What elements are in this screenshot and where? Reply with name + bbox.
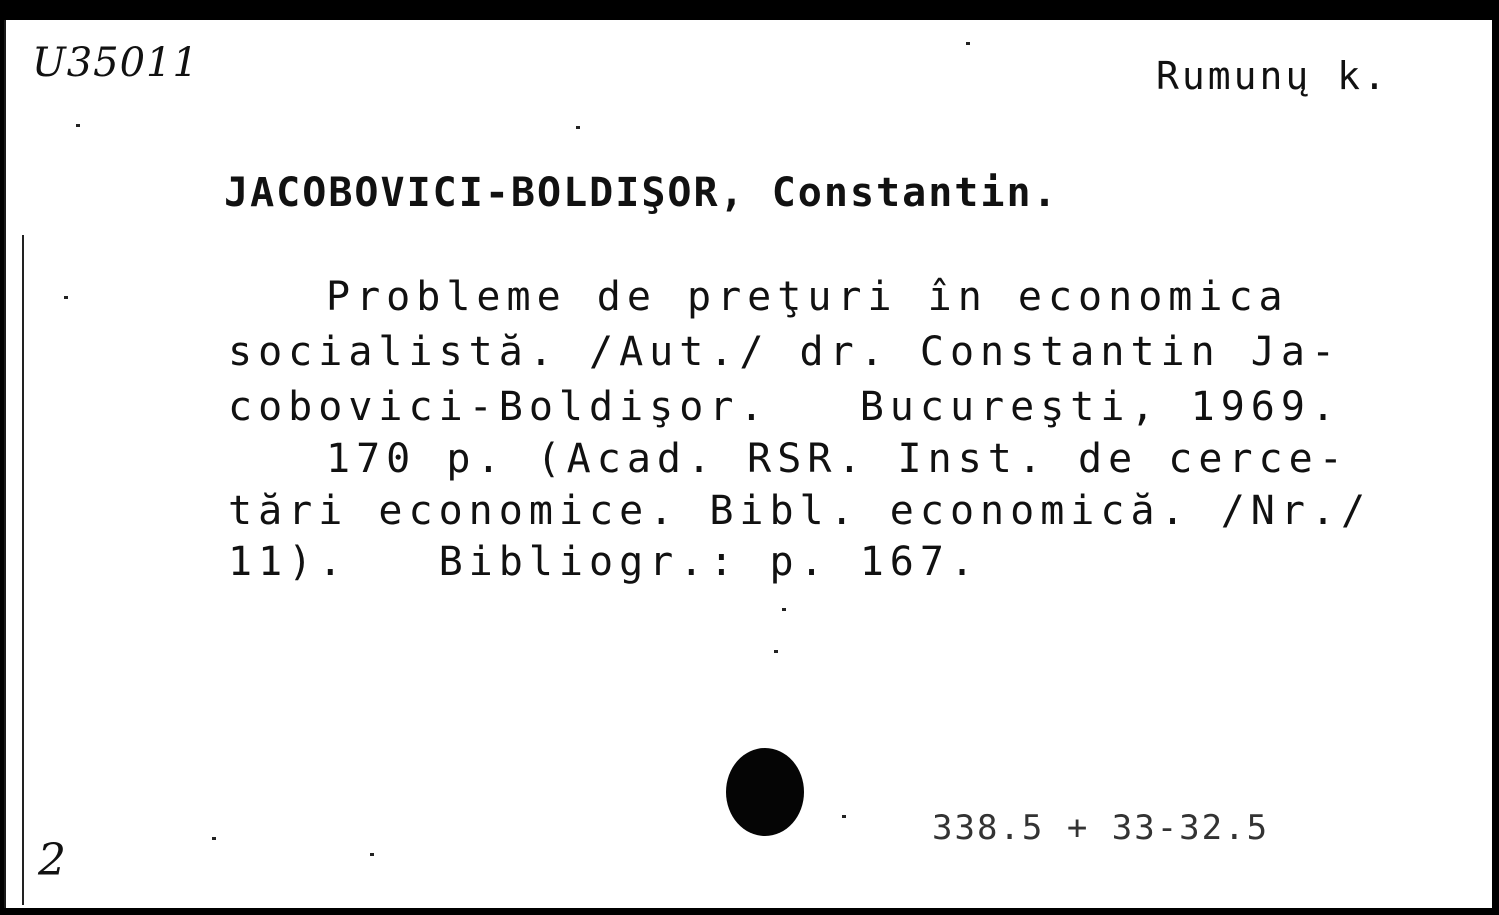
- punch-hole: [726, 748, 804, 836]
- card-count: 2: [38, 835, 66, 886]
- classification-number: 338.5 + 33-32.5: [932, 808, 1270, 848]
- author-heading: JACOBOVICI-BOLDIŞOR, Constantin.: [224, 170, 1059, 216]
- call-number: U35011: [32, 40, 199, 86]
- speck: [782, 608, 786, 611]
- speck: [576, 126, 580, 129]
- speck: [842, 815, 846, 818]
- speck: [212, 837, 216, 840]
- margin-rule: [22, 235, 24, 905]
- description-line: 170 p. (Acad. RSR. Inst. de cerce-: [326, 436, 1349, 482]
- description-line: cobovici-Boldişor. Bucureşti, 1969.: [228, 384, 1342, 430]
- description-line: 11). Bibliogr.: p. 167.: [228, 539, 981, 585]
- speck: [370, 853, 374, 856]
- speck: [774, 650, 778, 653]
- speck: [76, 124, 80, 127]
- description-line: Probleme de preţuri în economica: [326, 274, 1289, 320]
- description-line: socialistă. /Aut./ dr. Constantin Ja-: [228, 329, 1342, 375]
- catalog-card: [4, 20, 1492, 908]
- location-label: Rumunų k.: [1156, 54, 1389, 98]
- description-line: tări economice. Bibl. economică. /Nr./: [228, 488, 1372, 534]
- speck: [64, 296, 68, 299]
- speck: [966, 42, 970, 45]
